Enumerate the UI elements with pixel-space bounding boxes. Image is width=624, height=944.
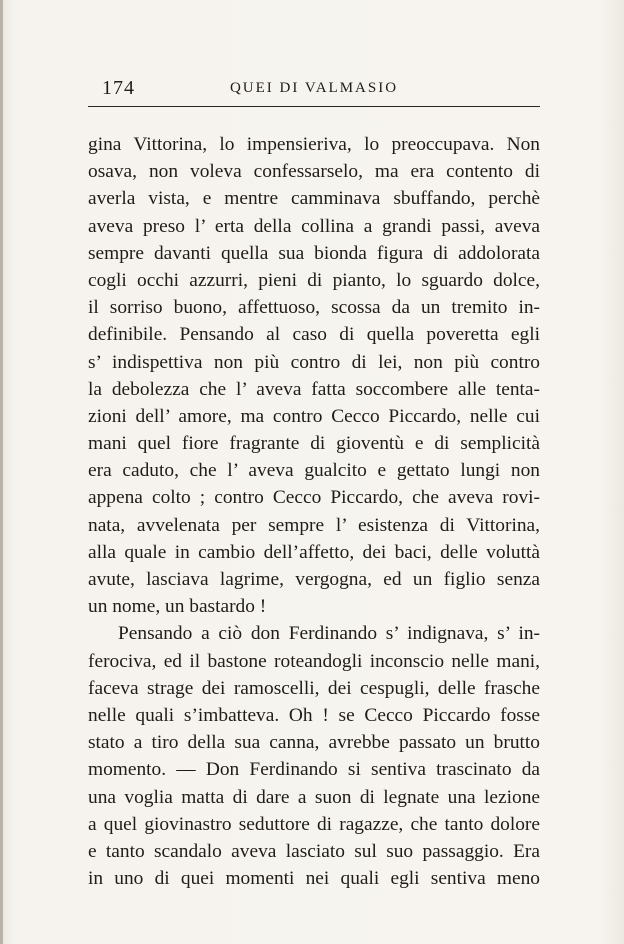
text-line: appena colto ; contro Cecco Piccardo, che aveva rovi- bbox=[88, 487, 540, 509]
text-line-paragraph-end: un nome, un bastardo ! bbox=[88, 596, 267, 618]
text-line: gina Vittorina, lo impensieriva, lo preoccupava. Non bbox=[88, 134, 540, 155]
text-line: e tanto scandalo aveva lasciato sul suo passaggio. Era bbox=[88, 840, 540, 862]
text-line: nelle quali s’imbatteva. Oh ! se Cecco Piccardo fosse bbox=[88, 704, 540, 726]
page-binding-edge bbox=[0, 0, 3, 944]
text-line: a quel giovinastro seduttore di ragazze, che tanto dolore bbox=[88, 813, 540, 835]
text-line: la debolezza che l’ aveva fatta soccombere alle tenta- bbox=[88, 378, 540, 400]
page-number: 174 bbox=[102, 77, 135, 99]
text-line: il sorriso buono, affettuoso, scossa da un tremito in- bbox=[88, 297, 540, 319]
text-line: averla vista, e mentre camminava sbuffando, perchè bbox=[88, 188, 540, 210]
text-line: una voglia matta di dare a suon di legnate una lezione bbox=[88, 786, 540, 808]
running-header bbox=[88, 76, 540, 100]
text-line: cogli occhi azzurri, pieni di pianto, lo sguardo dolce, bbox=[88, 269, 540, 291]
text-line: alla quale in cambio dell’affetto, dei baci, delle voluttà bbox=[88, 541, 540, 563]
body-text bbox=[88, 131, 540, 892]
text-line: osava, non voleva confessarselo, ma era contento di bbox=[88, 161, 540, 183]
text-line: momento. — Don Ferdinando si sentiva trascinato da bbox=[88, 759, 540, 781]
text-line: ferociva, ed il bastone roteandogli inconscio nelle mani, bbox=[88, 650, 540, 672]
text-line: era caduto, che l’ aveva gualcito e gettato lungi non bbox=[88, 460, 540, 482]
text-line: sempre davanti quella sua bionda figura di addolorata bbox=[88, 242, 540, 264]
text-line: nata, avvelenata per sempre l’ esistenza di Vittorina, bbox=[88, 514, 540, 536]
text-line: zioni dell’ amore, ma contro Cecco Piccardo, nelle cui bbox=[88, 405, 540, 427]
text-line: definibile. Pensando al caso di quella poveretta egli bbox=[88, 324, 540, 346]
text-line: mani quel fiore fragrante di gioventù e di semplicità bbox=[88, 433, 540, 455]
text-line: faceva strage dei ramoscelli, dei cespugli, delle frasche bbox=[88, 677, 540, 699]
text-line: s’ indispettiva non più contro di lei, non più contro bbox=[88, 351, 540, 373]
text-line: aveva preso l’ erta della collina a grandi passi, aveva bbox=[88, 215, 540, 237]
running-title: QUEI DI VALMASIO bbox=[229, 80, 399, 96]
text-line: in uno di quei momenti nei quali egli sentiva meno bbox=[88, 868, 540, 890]
text-line: avute, lasciava lagrime, vergogna, ed un figlio senza bbox=[88, 569, 540, 590]
text-line-paragraph-start: Pensando a ciò don Ferdinando s’ indignava, s’ in- bbox=[118, 623, 540, 645]
text-line: stato a tiro della sua canna, avrebbe passato un brutto bbox=[88, 732, 540, 754]
header-rule bbox=[88, 106, 540, 107]
